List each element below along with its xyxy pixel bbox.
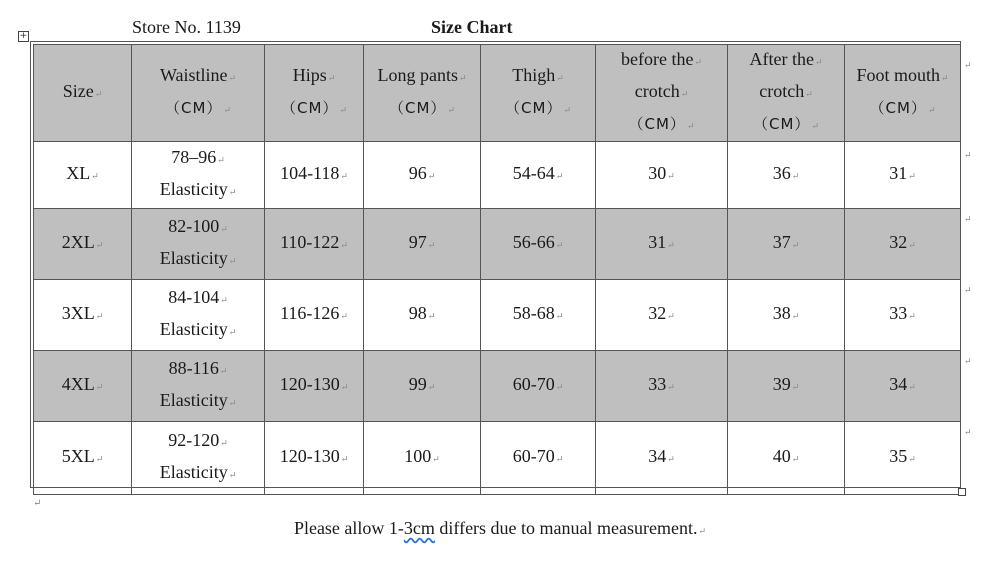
row-end-mark-icon: ↵ — [964, 60, 972, 70]
paragraph-mark-icon: ↵ — [667, 311, 675, 321]
cell-text: 32 — [889, 232, 908, 252]
cell-text: 60-70 — [512, 446, 555, 466]
cell-text: 100 — [404, 446, 432, 466]
paragraph-mark-icon: ↵ — [228, 470, 237, 480]
cell-text: 97 — [408, 232, 427, 252]
size-chart-table-frame — [30, 41, 961, 488]
paragraph-mark-icon: ↵ — [91, 171, 99, 181]
cell-text: 110-122 — [280, 232, 340, 252]
cell-text: 54-64 — [512, 163, 555, 183]
cell-text: Elasticity — [159, 462, 228, 482]
paragraph-mark-icon: ↵ — [427, 382, 436, 392]
paragraph-mark-icon: ↵ — [791, 240, 800, 250]
header-cell — [132, 45, 265, 142]
cell-long-pants — [364, 351, 481, 422]
paragraph-mark-icon: ↵ — [940, 73, 949, 83]
cell-text: 82-100 — [168, 216, 220, 236]
header-text: Waistline — [159, 65, 228, 85]
cell-text: 4XL — [61, 374, 95, 394]
cell-hips — [265, 142, 364, 209]
paragraph-mark-icon: ↵ — [555, 171, 564, 181]
cell-text: Elasticity — [159, 179, 228, 199]
paragraph-mark-icon: ↵ — [555, 311, 564, 321]
paragraph-mark-icon: ↵ — [340, 454, 349, 464]
cell-after-crotch — [728, 209, 845, 280]
cell-before-crotch — [596, 280, 728, 351]
header-text: After the — [749, 49, 814, 69]
header-text: （CM） — [281, 99, 339, 117]
paragraph-mark-icon: ↵ — [33, 498, 42, 509]
cell-text: 31 — [648, 232, 667, 252]
paragraph-mark-icon: ↵ — [791, 311, 800, 321]
paragraph-mark-icon: ↵ — [811, 121, 819, 131]
header-text: before the — [620, 49, 694, 69]
paragraph-mark-icon: ↵ — [220, 224, 228, 234]
cell-size — [34, 422, 132, 495]
paragraph-mark-icon: ↵ — [680, 89, 689, 99]
paragraph-mark-icon: ↵ — [339, 105, 347, 115]
cell-text: 34 — [648, 446, 667, 466]
paragraph-mark-icon: ↵ — [555, 382, 564, 392]
header-text: （CM） — [165, 99, 223, 117]
cell-foot-mouth — [845, 209, 961, 280]
table-move-handle-icon[interactable]: + — [19, 31, 28, 41]
cell-foot-mouth — [845, 142, 961, 209]
measurement-note — [0, 518, 1000, 539]
cell-text: 39 — [772, 374, 791, 394]
paragraph-mark-icon: ↵ — [805, 89, 813, 99]
paragraph-mark-icon: ↵ — [94, 89, 103, 99]
header-cell — [728, 45, 845, 142]
cell-thigh — [481, 351, 596, 422]
table-row — [34, 142, 961, 209]
cell-text: 37 — [772, 232, 791, 252]
cell-thigh — [481, 280, 596, 351]
table-row — [34, 209, 961, 280]
page-title: Size Chart — [431, 17, 513, 37]
header-text: （CM） — [753, 115, 811, 133]
header-cell — [364, 45, 481, 142]
header-text: （CM） — [628, 115, 686, 133]
paragraph-mark-icon: ↵ — [432, 454, 440, 464]
table-row — [34, 280, 961, 351]
table-resize-handle[interactable] — [958, 488, 966, 496]
paragraph-mark-icon: ↵ — [555, 454, 564, 464]
paragraph-mark-icon: ↵ — [694, 57, 702, 67]
note-suffix: differs due to manual measurement. — [434, 518, 698, 538]
paragraph-mark-icon: ↵ — [667, 171, 675, 181]
paragraph-mark-icon: ↵ — [327, 73, 336, 83]
cell-text: 99 — [408, 374, 427, 394]
cell-text: Elasticity — [159, 319, 228, 339]
paragraph-mark-icon: ↵ — [95, 382, 104, 392]
cell-text: 88-116 — [168, 358, 219, 378]
cell-hips — [265, 422, 364, 495]
paragraph-mark-icon: ↵ — [791, 171, 800, 181]
paragraph-mark-icon: ↵ — [908, 454, 916, 464]
cell-text: 35 — [889, 446, 908, 466]
row-end-mark-icon: ↵ — [964, 356, 972, 366]
note-prefix: Please allow 1- — [293, 518, 404, 538]
cell-text: 120-130 — [279, 446, 340, 466]
paragraph-mark-icon: ↵ — [228, 73, 237, 83]
header-row — [34, 45, 961, 142]
cell-text: 30 — [648, 163, 667, 183]
paragraph-mark-icon: ↵ — [555, 240, 564, 250]
paragraph-mark-icon: ↵ — [228, 256, 237, 266]
paragraph-mark-icon: ↵ — [686, 121, 695, 131]
cell-waist — [132, 209, 265, 280]
paragraph-mark-icon: ↵ — [458, 73, 467, 83]
row-end-mark-icon: ↵ — [964, 427, 972, 437]
header-text: crotch — [634, 81, 680, 101]
cell-after-crotch — [728, 280, 845, 351]
cell-before-crotch — [596, 209, 728, 280]
cell-thigh — [481, 209, 596, 280]
cell-text: 56-66 — [512, 232, 555, 252]
table-row — [34, 351, 961, 422]
cell-size — [34, 209, 132, 280]
paragraph-mark-icon: ↵ — [228, 398, 237, 408]
paragraph-mark-icon: ↵ — [220, 295, 228, 305]
paragraph-mark-icon: ↵ — [95, 311, 104, 321]
cell-text: Elasticity — [159, 248, 228, 268]
cell-text: 34 — [889, 374, 908, 394]
cell-before-crotch — [596, 422, 728, 495]
paragraph-mark-icon: ↵ — [220, 438, 228, 448]
cell-text: XL — [66, 163, 91, 183]
cell-after-crotch — [728, 422, 845, 495]
header-cell — [596, 45, 728, 142]
paragraph-mark-icon: ↵ — [908, 171, 916, 181]
cell-after-crotch — [728, 351, 845, 422]
paragraph-mark-icon: ↵ — [698, 526, 707, 536]
paragraph-mark-icon: ↵ — [228, 327, 237, 337]
cell-size — [34, 351, 132, 422]
cell-text: 84-104 — [168, 287, 220, 307]
cell-size — [34, 142, 132, 209]
cell-text: 116-126 — [280, 303, 340, 323]
cell-long-pants — [364, 209, 481, 280]
cell-long-pants — [364, 280, 481, 351]
cell-thigh — [481, 422, 596, 495]
cell-text: 92-120 — [168, 430, 220, 450]
header-text: （CM） — [869, 99, 927, 117]
paragraph-mark-icon: ↵ — [791, 382, 800, 392]
header-text: Long pants — [377, 65, 458, 85]
header-cell — [845, 45, 961, 142]
cell-text: 36 — [772, 163, 791, 183]
cell-text: 96 — [408, 163, 427, 183]
cell-text: 98 — [408, 303, 427, 323]
header-text: Hips — [292, 65, 327, 85]
paragraph-mark-icon: ↵ — [223, 105, 231, 115]
cell-before-crotch — [596, 351, 728, 422]
paragraph-mark-icon: ↵ — [427, 311, 436, 321]
paragraph-mark-icon: ↵ — [427, 240, 436, 250]
cell-text: 60-70 — [512, 374, 555, 394]
paragraph-mark-icon: ↵ — [563, 105, 571, 115]
cell-text: 33 — [889, 303, 908, 323]
cell-long-pants — [364, 142, 481, 209]
header-text: （CM） — [505, 99, 563, 117]
paragraph-mark-icon: ↵ — [228, 187, 237, 197]
cell-foot-mouth — [845, 422, 961, 495]
cell-text: 104-118 — [280, 163, 340, 183]
cell-foot-mouth — [845, 280, 961, 351]
cell-text: 5XL — [61, 446, 95, 466]
cell-waist — [132, 351, 265, 422]
paragraph-mark-icon: ↵ — [667, 382, 675, 392]
cell-text: 32 — [648, 303, 667, 323]
cell-waist — [132, 142, 265, 209]
paragraph-mark-icon: ↵ — [217, 155, 225, 165]
paragraph-mark-icon: ↵ — [340, 240, 348, 250]
row-end-mark-icon: ↵ — [964, 214, 972, 224]
cell-text: 120-130 — [279, 374, 340, 394]
paragraph-mark-icon: ↵ — [814, 57, 823, 67]
table-row — [34, 422, 961, 495]
paragraph-mark-icon: ↵ — [667, 240, 675, 250]
header-text: （CM） — [389, 99, 447, 117]
cell-after-crotch — [728, 142, 845, 209]
cell-size — [34, 280, 132, 351]
cell-text: 33 — [648, 374, 667, 394]
cell-text: 58-68 — [512, 303, 555, 323]
cell-text: 38 — [772, 303, 791, 323]
cell-hips — [265, 209, 364, 280]
paragraph-mark-icon: ↵ — [95, 454, 104, 464]
paragraph-mark-icon: ↵ — [667, 454, 675, 464]
paragraph-mark-icon: ↵ — [340, 171, 348, 181]
cell-waist — [132, 422, 265, 495]
paragraph-mark-icon: ↵ — [340, 311, 348, 321]
paragraph-mark-icon: ↵ — [908, 311, 916, 321]
header-cell — [34, 45, 132, 142]
header-cell — [481, 45, 596, 142]
store-number: Store No. 1139 — [132, 17, 241, 37]
header-cell — [265, 45, 364, 142]
paragraph-mark-icon: ↵ — [927, 105, 936, 115]
cell-thigh — [481, 142, 596, 209]
cell-text: 3XL — [61, 303, 95, 323]
paragraph-mark-icon: ↵ — [95, 240, 104, 250]
cell-text: 31 — [889, 163, 908, 183]
paragraph-mark-icon: ↵ — [791, 454, 800, 464]
cell-long-pants — [364, 422, 481, 495]
paragraph-mark-icon: ↵ — [447, 105, 455, 115]
cell-foot-mouth — [845, 351, 961, 422]
header-text: Foot mouth — [856, 65, 940, 85]
cell-waist — [132, 280, 265, 351]
size-chart-table — [33, 44, 961, 495]
header-text: crotch — [759, 81, 805, 101]
paragraph-mark-icon: ↵ — [427, 171, 436, 181]
paragraph-mark-icon: ↵ — [219, 366, 228, 376]
cell-text: 40 — [772, 446, 791, 466]
cell-text: 78–96 — [171, 147, 217, 167]
cell-hips — [265, 351, 364, 422]
paragraph-mark-icon: ↵ — [908, 240, 916, 250]
cell-text: Elasticity — [159, 390, 228, 410]
header-text: Thigh — [512, 65, 556, 85]
row-end-mark-icon: ↵ — [964, 285, 972, 295]
row-end-mark-icon: ↵ — [964, 150, 972, 160]
cell-hips — [265, 280, 364, 351]
cell-before-crotch — [596, 142, 728, 209]
paragraph-mark-icon: ↵ — [908, 382, 916, 392]
paragraph-mark-icon: ↵ — [340, 382, 349, 392]
paragraph-mark-icon: ↵ — [556, 73, 564, 83]
header-text: Size — [62, 81, 94, 101]
cell-text: 2XL — [61, 232, 95, 252]
note-flagged-word: 3cm — [403, 518, 435, 538]
